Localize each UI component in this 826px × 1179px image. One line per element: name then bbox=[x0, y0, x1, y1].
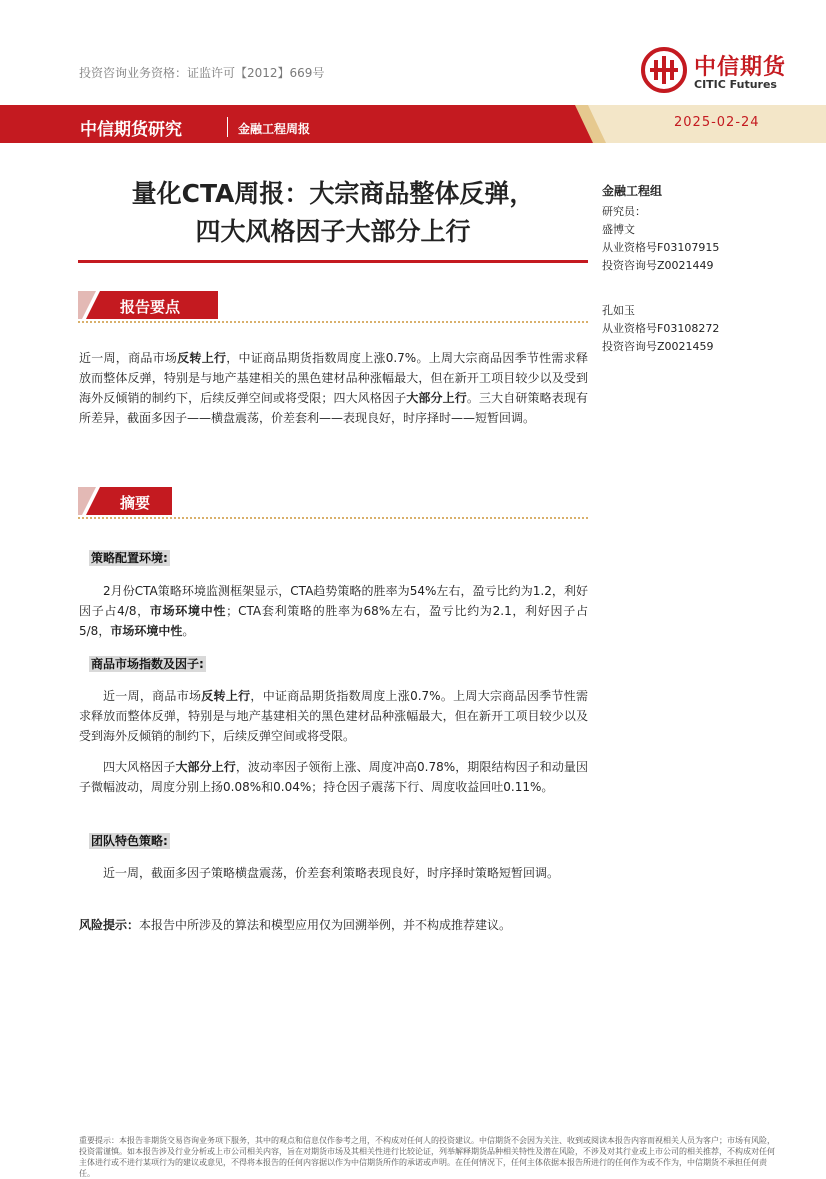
analyst-qualification: 从业资格号F03107915 bbox=[602, 241, 720, 254]
title-line-2: 四大风格因子大部分上行 bbox=[195, 217, 471, 246]
key-points-paragraph bbox=[79, 348, 588, 428]
analyst-invest-id: 投资咨询号Z0021449 bbox=[602, 259, 714, 272]
report-category: 金融工程周报 bbox=[238, 122, 311, 136]
section-divider bbox=[78, 517, 588, 519]
market-index-paragraph-1 bbox=[79, 686, 588, 746]
analyst-name: 孔如玉 bbox=[602, 304, 635, 317]
analyst-block-2 bbox=[602, 302, 719, 356]
subheading-market-index: 商品市场指数及因子: bbox=[91, 657, 204, 671]
text-run: 。 bbox=[182, 624, 195, 638]
market-index-paragraph-2 bbox=[79, 757, 588, 797]
team-name: 金融工程组 bbox=[602, 184, 663, 198]
risk-note bbox=[79, 915, 588, 935]
footer-disclaimer: 重要提示：本报告非期货交易咨询业务项下服务，其中的观点和信息仅作参考之用，不构成对任何人的投资建议。中信期货不会因为关注、收到或阅读本报告内容而视相关人员为客户；市场有风险，投资需谨慎。如本报告涉及行业分析或上市公司相关内容，旨在对期货市场及其相关性进行比较论证，列举解释期货品种相关特性及潜在风险，不涉及对其行业或上市公司的相关推荐，不构成对任何主体进行或不进行某项行为的建议或意见，不得将本报告的任何内容据以作为中信期货所作的承诺或声明。在任何情况下，任何主体依据本报告所进行的任何作为或不作为，中信期货不承担任何责任。 bbox=[79, 1136, 775, 1178]
report-title bbox=[78, 175, 588, 251]
researcher-label: 研究员： bbox=[602, 205, 646, 218]
title-line-1: 量化CTA周报：大宗商品整体反弹， bbox=[131, 179, 535, 208]
section-divider bbox=[78, 321, 588, 323]
text-run: 四大风格因子 bbox=[103, 760, 176, 774]
license-text: 投资咨询业务资格：证监许可【2012】669号 bbox=[79, 66, 325, 80]
text-bold: 市场环境中性 bbox=[149, 604, 227, 618]
logo-en-text: CITIC Futures bbox=[694, 78, 777, 91]
brand-title: 中信期货研究 bbox=[80, 120, 182, 140]
text-run: ，中证商品期货指数周度上涨0.7%。上周大宗商品因季节性需求释放而整体反弹，特别是与地产基建相关的黑色建材品种涨幅最大，但在新开工项目较少以及受到海外反倾销的制约下，后续反弹空间或将受限。 bbox=[79, 689, 588, 743]
analyst-qualification: 从业资格号F03108272 bbox=[602, 322, 720, 335]
brand-separator bbox=[227, 117, 228, 137]
risk-label: 风险提示： bbox=[79, 918, 140, 932]
title-rule bbox=[78, 260, 588, 263]
text-bold: 反转上行 bbox=[177, 351, 227, 365]
text-bold: 大部分上行 bbox=[175, 760, 236, 774]
text-run: ；CTA套利策略的胜率为68%左右，盈亏比约为2.1，利好因子占5/8， bbox=[79, 604, 588, 638]
text-bold: 反转上行 bbox=[201, 689, 251, 703]
subheading-strategy-env: 策略配置环境: bbox=[91, 551, 168, 565]
text-bold: 大部分上行 bbox=[406, 391, 467, 405]
text-run: 。三大自研策略表现有所差异，截面多因子——横盘震荡，价差套利——表现良好，时序择时——短暂回调。 bbox=[79, 391, 588, 425]
report-date: 2025-02-24 bbox=[674, 115, 760, 130]
text-run: 近一周，商品市场 bbox=[79, 351, 178, 365]
text-run: ，波动率因子领衔上涨、周度冲高0.78%，期限结构因子和动量因子微幅波动，周度分别上扬0.08%和0.04%；持仓因子震荡下行、周度收益回吐0.11%。 bbox=[79, 760, 588, 794]
logo-cn-text: 中信期货 bbox=[694, 55, 787, 80]
strategy-env-paragraph bbox=[79, 581, 588, 641]
analyst-invest-id: 投资咨询号Z0021459 bbox=[602, 340, 714, 353]
analyst-name: 盛博文 bbox=[602, 223, 635, 236]
team-strategy-paragraph: 近一周，截面多因子策略横盘震荡，价差套利策略表现良好，时序择时策略短暂回调。 bbox=[103, 866, 560, 880]
text-run: ，中证商品期货指数周度上涨0.7%。上周大宗商品因季节性需求释放而整体反弹，特别是与地产基建相关的黑色建材品种涨幅最大，但在新开工项目较少以及受到海外反倾销的制约下，后续反弹空间或将受限；四大风格因子 bbox=[79, 351, 588, 405]
text-run: 近一周，商品市场 bbox=[103, 689, 202, 703]
risk-text: 本报告中所涉及的算法和模型应用仅为回溯举例，并不构成推荐建议。 bbox=[139, 918, 512, 932]
text-bold: 市场环境中性 bbox=[110, 624, 183, 638]
subheading-team-strategy: 团队特色策略: bbox=[91, 834, 168, 848]
section-label-key-points: 报告要点 bbox=[120, 298, 181, 316]
analyst-block-1 bbox=[602, 203, 719, 275]
text-run: 2月份CTA策略环境监测框架显示，CTA趋势策略的胜率为54%左右，盈亏比约为1.2，利好因子占4/8， bbox=[79, 584, 588, 618]
section-label-summary: 摘要 bbox=[120, 494, 151, 512]
